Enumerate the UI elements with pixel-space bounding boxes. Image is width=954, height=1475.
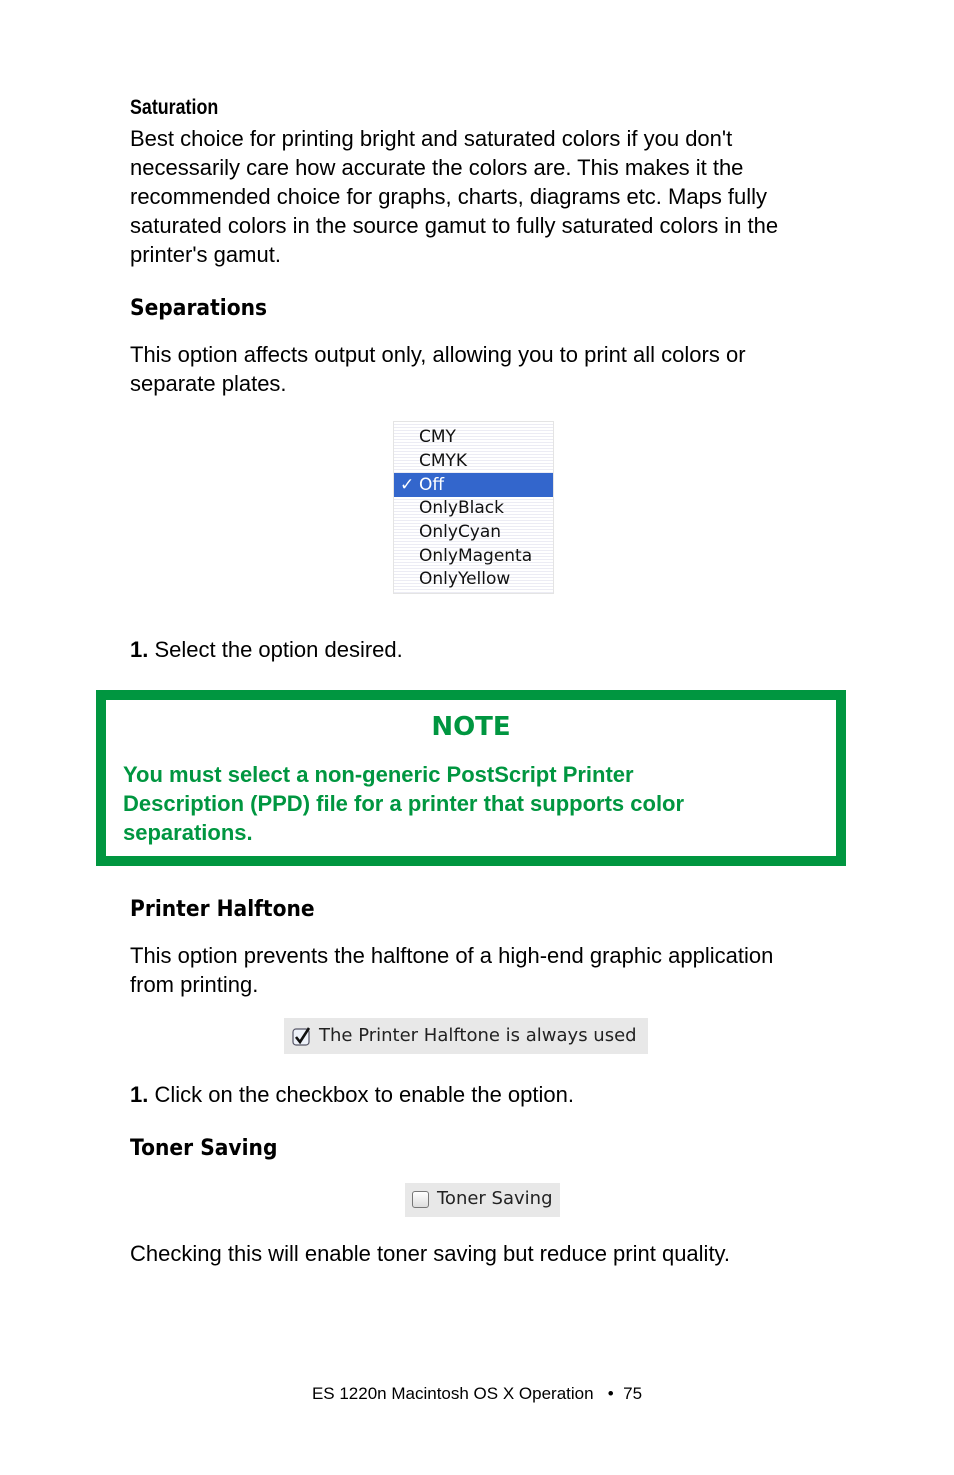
checked-checkbox-icon[interactable] [292,1027,310,1045]
page-footer: ES 1220n Macintosh OS X Operation • 75 [311,1384,643,1403]
toner-text: Checking this will enable toner saving but reduce print quality. [130,1241,731,1266]
text-line: This option prevents the halftone of a high-end graphic application [130,943,774,968]
step-number: 1. [130,637,149,662]
menu-item-onlymagenta[interactable] [394,544,553,568]
menu-item-label: Off [419,475,445,495]
halftone-step [130,1080,574,1109]
separations-menu[interactable] [393,421,554,594]
saturation-heading: Saturation [130,96,219,119]
menu-item-onlycyan[interactable] [394,520,553,544]
text-line: from printing. [130,972,259,997]
text-line: Description (PPD) file for a printer that supports color [123,791,685,816]
separations-heading: Separations [130,296,268,321]
note-title: NOTE [431,712,511,742]
menu-item-label: OnlyBlack [419,498,504,518]
note-text [123,760,684,847]
note-box [96,690,846,866]
menu-item-onlyblack[interactable] [394,496,553,520]
menu-item-label: CMY [419,427,456,447]
toner-checkbox-label: Toner Saving [437,1188,553,1209]
text-line: separations. [123,820,253,845]
step-text: Select the option desired. [154,637,403,662]
text-line: separate plates. [130,371,287,396]
saturation-text [130,124,778,269]
menu-item-label: OnlyCyan [419,522,502,542]
menu-item-cmy[interactable] [394,425,553,449]
toner-checkbox-row[interactable] [405,1183,560,1217]
menu-item-off[interactable] [394,473,553,497]
step-text: Click on the checkbox to enable the option. [154,1082,574,1107]
text-line: necessarily care how accurate the colors are. This makes it the [130,155,744,180]
halftone-checkbox-row[interactable] [284,1018,648,1054]
menu-item-label: CMYK [419,451,468,471]
checkmark-icon: ✓ [400,475,415,495]
text-line: This option affects output only, allowing you to print all colors or [130,342,746,367]
text-line: You must select a non-generic PostScript Printer [123,762,634,787]
toner-heading: Toner Saving [130,1136,278,1161]
separations-step [130,635,403,664]
menu-item-label: OnlyMagenta [419,546,533,566]
menu-item-label: OnlyYellow [419,569,511,589]
step-number: 1. [130,1082,149,1107]
menu-item-cmyk[interactable] [394,449,553,473]
halftone-checkbox-label: The Printer Halftone is always used [319,1025,637,1046]
separations-text [130,340,746,398]
text-line: printer's gamut. [130,242,281,267]
halftone-heading: Printer Halftone [130,897,315,922]
text-line: recommended choice for graphs, charts, diagrams etc. Maps fully [130,184,768,209]
text-line: saturated colors in the source gamut to fully saturated colors in the [130,213,779,238]
menu-item-onlyyellow[interactable] [394,567,553,591]
unchecked-checkbox-icon[interactable] [412,1191,429,1208]
halftone-text [130,941,773,999]
text-line: Best choice for printing bright and saturated colors if you don't [130,126,733,151]
